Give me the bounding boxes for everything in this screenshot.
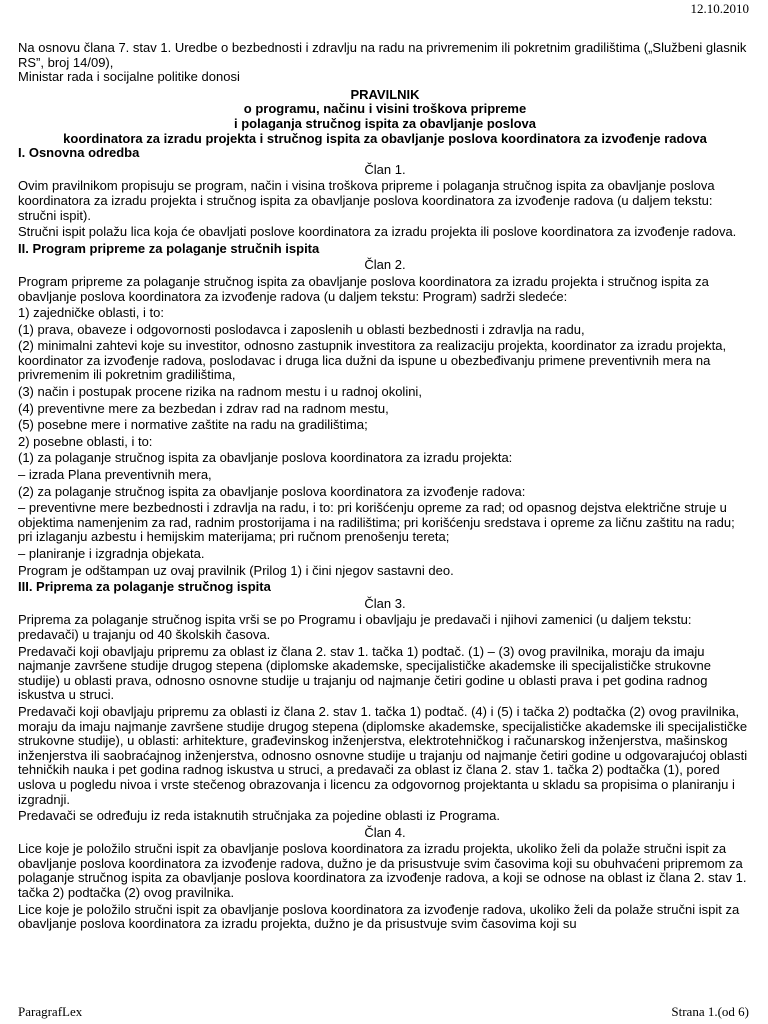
article-2-item: (1) za polaganje stručnog ispita za obavljanje poslova koordinatora za izradu projekta: [18,450,513,466]
article-2-item: 1) zajedničke oblasti, i to: [18,305,164,321]
document-subtitle-line-1: o programu, načinu i visini troškova pripreme [243,101,527,117]
article-2-paragraph: Program pripreme za polaganje stručnog ispita za obavljanje poslova koordinatora za izradu projekta i stručnog ispita za obavljanje poslova koordinatora za izvođenje radova (u daljem tekstu: Program) sadrži sledeće: [18,273,709,304]
article-1-paragraph: Ovim pravilnikom propisuju se program, način i visina troškova pripreme i polaganja stručnog ispita za obavljanje poslova koordinatora za izradu projekta i stručnog ispita za obavljanje poslova koordinatora za izvođenje radova (u daljem tekstu: stručni ispit). [18,178,715,223]
article-2-item: (2) minimalni zahtevi koje su investitor, odnosno zastupnik investitora za realizaciju projekta, koordinator za izradu projekta, koordinator za izvođenje radova, poslodavac i druga lica dužni da ispune u obezbeđivanju primene preventivnih mera na privremenim ili pokretnim gradilištima, [18,338,727,383]
document-body [18,41,752,934]
article-3-paragraph: Predavači se određuju iz reda istaknutih stručnjaka za pojedine oblasti iz Programa. [18,808,500,824]
document-subtitle-line-2: i polaganja stručnog ispita za obavljanje poslova [234,115,536,131]
section-heading-3: III. Priprema za polaganje stručnog ispita [18,579,271,595]
article-heading-3: Član 3. [364,595,406,611]
document-title: PRAVILNIK [350,86,420,102]
article-2-item: – izrada Plana preventivnih mera, [18,467,212,483]
article-3-paragraph: Predavači koji obavljaju pripremu za oblast iz člana 2. stav 1. tačka 1) podtač. (1) – (3) ovog pravilnika, moraju da imaju najmanje završene studije drugog stepena (diplomske akademske, specijalističke akademske ili specijalističke strukovne studije) u oblasti prava, odnosno osnovne studije u trajanju od najmanje četiri godine u oblasti prava i pet godina radnog iskustva u struci. [18,643,711,703]
article-2-item: 2) posebne oblasti, i to: [18,433,153,449]
article-2-item: – preventivne mere bezbednosti i zdravlja na radu, i to: pri korišćenju opreme za rad; od opasnog dejstva električne struje u objektima namenjenim za rad, radnim prostorijama i na radilištima; pri korišćenju sredstava i opreme za ličnu zaštitu na radu; pri izlaganju azbestu i hemijskim materijama; pri ručnom prenošenju tereta; [18,500,735,545]
article-1-paragraph: Stručni ispit polažu lica koja će obavljati poslove koordinatora za izradu projekta ili poslove koordinatora za izvođenje radova. [18,224,737,240]
article-2-item: (2) za polaganje stručnog ispita za obavljanje poslova koordinatora za izvođenje radova: [18,483,526,499]
article-2-item: – planiranje i izgradnja objekata. [18,546,205,561]
intro-legal-basis: Na osnovu člana 7. stav 1. Uredbe o bezbednosti i zdravlju na radu na privremenim ili pokretnim gradilištima („Službeni glasnik RS”, broj 14/09), [18,40,747,70]
article-2-item: (3) način i postupak procene rizika na radnom mestu i u radnoj okolini, [18,384,422,400]
print-date: 12.10.2010 [690,1,749,16]
publisher-name: ParagrafLex [18,1004,83,1019]
article-4-paragraph: Lice koje je položilo stručni ispit za obavljanje poslova koordinatora za izradu projekta, ukoliko želi da polaže stručni ispit za obavljanje poslova koordinatora za izvođenje radova, dužno je da prisustvuje svim časovima koji su obuhvaćeni pripremom za polaganje stručnog ispita za obavljanje poslova koordinatora za izvođenje radova, a koji se odnose na oblast iz člana 2. stav 1. tačka 2) podtačka (2) ovog pravilnika. [18,841,747,901]
article-3-paragraph: Priprema za polaganje stručnog ispita vrši se po Programu i obavljaju je predavači i njihovi zamenici (u daljem tekstu: predavači) u trajanju od 40 školskih časova. [18,612,692,642]
article-2-item: (1) prava, obaveze i odgovornosti poslodavca i zaposlenih u oblasti bezbednosti i zdravlja na radu, [18,321,585,337]
intro-issuer: Ministar rada i socijalne politike donosi [18,69,240,85]
article-heading-1: Član 1. [364,161,406,177]
document-subtitle-line-3: koordinatora za izradu projekta i stručnog ispita za obavljanje poslova koordinatora za izvođenje radova [63,130,707,146]
article-2-item: (4) preventivne mere za bezbedan i zdrav rad na radnom mestu, [18,400,389,416]
page-number: Strana 1.(od 6) [671,1004,749,1019]
article-2-item: (5) posebne mere i normative zaštite na radu na gradilištima; [18,417,368,433]
article-2-paragraph: Program je odštampan uz ovaj pravilnik (Prilog 1) i čini njegov sastavni deo. [18,562,454,578]
article-heading-2: Član 2. [364,257,406,273]
article-heading-4: Član 4. [364,824,406,840]
article-3-paragraph: Predavači koji obavljaju pripremu za oblasti iz člana 2. stav 1. tačka 1) podtač. (4) i (5) i tačka 2) podtačka (2) ovog pravilnika, moraju da imaju najmanje završene studije drugog stepena (diplomske akademske, specijalističke akademske ili specijalističke strukovne studije), u oblasti: arhitekture, građevinskog inženjerstva, elektrotehničkog i računarskog inženjerstva, mašinskog inženjerstva ili saobraćajnog inženjerstva, odnosno osnovne studije u trajanju od najmanje četiri godine u odgovarajućoj oblasti tehničkih nauka i pet godina radnog iskustva u struci, a predavači za oblast iz člana 2. stav 1. tačka 2) podtačka (1), pored uslova u pogledu nivoa i vrste stečenog obrazovanja i licencu za odgovornog projektanta u skladu sa propisima o planiranju i izgradnji. [18,703,748,807]
section-heading-2: II. Program pripreme za polaganje stručnih ispita [18,240,320,256]
section-heading-1: I. Osnovna odredba [18,145,140,161]
article-4-paragraph: Lice koje je položilo stručni ispit za obavljanje poslova koordinatora za izvođenje radova, ukoliko želi da polaže stručni ispit za obavljanje poslova koordinatora za izradu projekta, dužno je da prisustvuje svim časovima koji su [18,901,740,932]
